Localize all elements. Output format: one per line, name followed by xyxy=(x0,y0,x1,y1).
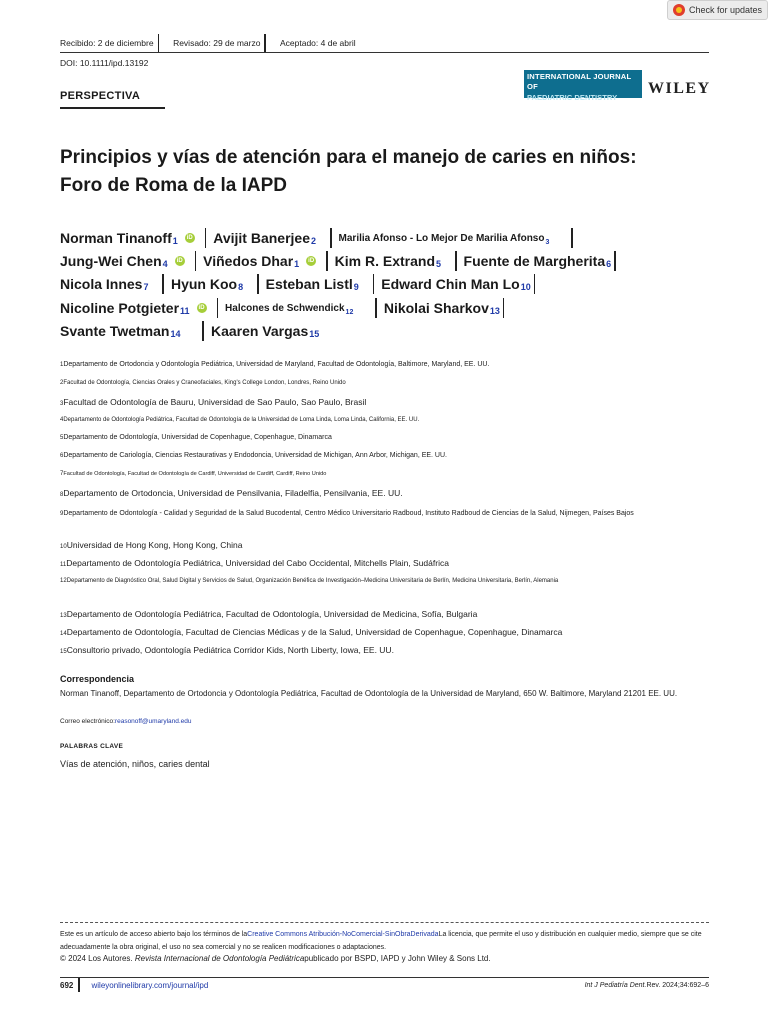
affiliation-text: Departamento de Odontología - Calidad y Seguridad de la Salud Bucodental, Centro Médico Universitario Radboud, Instituto Radboud de Ciencias de la Salud, Nijmegen, Países Bajos xyxy=(63,510,634,517)
affiliation-ref[interactable]: 11 xyxy=(180,306,190,316)
divider xyxy=(217,298,219,318)
affiliation-number: 7 xyxy=(60,471,64,477)
copyright-pre: © 2024 Los Autores. xyxy=(60,954,133,963)
affiliation-number: 2 xyxy=(60,380,64,386)
author-row xyxy=(60,273,542,295)
section-label: PERSPECTIVA xyxy=(60,90,141,102)
divider xyxy=(455,251,457,271)
affiliation-text: Consultorio privado, Odontología Pediátrica Corridor Kids, North Liberty, Iowa, EE. UU. xyxy=(66,645,394,655)
affiliation-number: 12 xyxy=(60,578,67,584)
revised-date: Revisado: 29 de marzo xyxy=(173,38,261,48)
affiliation xyxy=(60,540,710,550)
author-name[interactable]: Viñedos Dhar xyxy=(203,253,294,269)
author-name[interactable]: Svante Twetman xyxy=(60,323,170,339)
affiliation-number: 15 xyxy=(60,649,67,655)
affiliation-text: Departamento de Odontología Pediátrica, Facultad de Odontología, Universidad de Medicina, Sofía, Bulgaria xyxy=(66,609,478,619)
affiliation-text: Facultad de Odontología, Facultad de Odontología de Cardiff, Universidad de Cardiff, Cardiff, Reino Unido xyxy=(63,471,327,477)
divider xyxy=(162,274,164,294)
orcid-icon[interactable]: iD xyxy=(186,235,193,241)
author-name[interactable]: Kaaren Vargas xyxy=(210,323,309,339)
divider xyxy=(158,34,160,52)
affiliation xyxy=(60,488,710,498)
affiliation-text: Departamento de Diagnóstico Oral, Salud Digital y Servicios de Salud, Organización Benéfica de Investigación–Medicina Universitaria de Berlín, Medicina Universitaria, Berlín, Alemania xyxy=(66,578,559,584)
orcid-icon[interactable]: iD xyxy=(176,258,183,264)
author-name[interactable]: Esteban Listl xyxy=(265,276,353,292)
affiliation-number: 10 xyxy=(60,544,67,550)
author-name[interactable]: Nicoline Potgieter xyxy=(60,300,180,316)
email-line xyxy=(60,718,192,725)
check-for-updates-button[interactable] xyxy=(667,0,768,20)
affiliation-number: 5 xyxy=(60,435,64,441)
divider xyxy=(78,978,80,992)
author-name[interactable]: Marilia Afonso - Lo Mejor De Marilia Afonso xyxy=(338,232,545,244)
affiliation-text: Facultad de Odontología de Bauru, Universidad de Sao Paulo, Sao Paulo, Brasil xyxy=(63,397,367,407)
license-divider xyxy=(60,922,709,923)
correspondence-text: Norman Tinanoff, Departamento de Ortodoncia y Odontología Pediátrica, Facultad de Odontología de la Universidad de Maryland, 650 W. Baltimore, Maryland 21201 EE. UU. xyxy=(60,689,678,698)
affiliation-ref[interactable]: 9 xyxy=(353,282,359,292)
article-title: Principios y vías de atención para el manejo de caries en niños: Foro de Roma de la IAPD xyxy=(60,147,637,196)
affiliation xyxy=(60,507,710,521)
orcid-icon[interactable]: iD xyxy=(308,258,315,264)
license-pre: Este es un artículo de acceso abierto bajo los términos de la xyxy=(60,931,248,938)
affiliation-ref[interactable]: 7 xyxy=(143,282,149,292)
section-underline xyxy=(60,107,165,109)
journal-url[interactable]: wileyonlinelibrary.com/journal/ipd xyxy=(91,980,209,990)
header-rule xyxy=(60,52,709,53)
author-name[interactable]: Halcones de Schwendick xyxy=(225,302,345,314)
affiliation-ref[interactable]: 6 xyxy=(606,259,612,269)
keywords-text: Vías de atención, niños, caries dental xyxy=(60,759,210,769)
affiliation xyxy=(60,397,710,407)
affiliation-number: 3 xyxy=(60,401,64,407)
affiliation-text: Departamento de Odontología, Facultad de Ciencias Médicas y de la Salud, Universidad de Copenhague, Copenhague, Dinamarca xyxy=(66,627,563,637)
divider xyxy=(375,298,377,318)
affiliation-ref[interactable]: 2 xyxy=(311,236,317,246)
affiliation xyxy=(60,452,710,459)
divider xyxy=(264,34,266,52)
author-name[interactable]: Jung-Wei Chen xyxy=(60,253,162,269)
affiliation xyxy=(60,417,710,423)
affiliation-ref[interactable]: 3 xyxy=(545,239,550,246)
citation xyxy=(585,982,709,989)
keywords-heading: PALABRAS CLAVE xyxy=(60,743,124,750)
affiliation-text: Departamento de Cariología, Ciencias Restaurativas y Endodoncia, Universidad de Michigan, Ann Arbor, Michigan, EE. UU. xyxy=(63,452,447,459)
article-dates xyxy=(60,34,356,52)
crossmark-icon xyxy=(673,4,685,16)
license-post: La licencia, que permite el uso y distribución en cualquier medio, siempre que se cite adecuadamente la obra original, el uso no sea comercial y no se realicen modificaciones o adaptaciones. xyxy=(60,931,702,951)
affiliation-ref[interactable]: 13 xyxy=(489,306,500,316)
author-row xyxy=(60,297,511,319)
divider xyxy=(534,274,536,294)
affiliation-ref[interactable]: 4 xyxy=(162,259,168,269)
affiliation-number: 13 xyxy=(60,613,67,619)
citation-volume: Rev. 2024;34:692–6 xyxy=(646,981,709,989)
page-footer xyxy=(60,978,709,992)
divider xyxy=(326,251,328,271)
affiliation-ref[interactable]: 15 xyxy=(309,329,320,339)
affiliation-number: 8 xyxy=(60,492,64,498)
affiliation-text: Departamento de Ortodoncia y Odontología Pediátrica, Universidad de Maryland, Facultad de Odontología, Baltimore, Maryland, EE. UU. xyxy=(63,361,490,368)
affiliation-ref[interactable]: 10 xyxy=(520,282,531,292)
email-label: Correo electrónico: xyxy=(60,718,115,725)
divider xyxy=(373,274,375,294)
copyright-post: publicado por BSPD, IAPD y John Wiley & Sons Ltd. xyxy=(304,954,491,963)
author-name[interactable]: Fuente de Margherita xyxy=(463,253,606,269)
affiliation-ref[interactable]: 12 xyxy=(345,309,354,316)
author-name[interactable]: Hyun Koo xyxy=(170,276,238,292)
affiliation xyxy=(60,361,710,368)
affiliation-number: 14 xyxy=(60,631,67,637)
doi[interactable]: DOI: 10.1111/ipd.13192 xyxy=(60,58,149,68)
affiliation-text: Departamento de Ortodoncia, Universidad de Pensilvania, Filadelfia, Pensilvania, EE. UU. xyxy=(63,488,403,498)
divider xyxy=(614,251,616,271)
correspondence-heading: Correspondencia xyxy=(60,674,135,684)
journal-logo xyxy=(524,70,642,102)
affiliation-text: Departamento de Odontología, Universidad de Copenhague, Copenhague, Dinamarca xyxy=(63,434,332,441)
accepted-date: Aceptado: 4 de abril xyxy=(279,38,356,48)
affiliation-ref[interactable]: 5 xyxy=(436,259,442,269)
affiliation xyxy=(60,578,710,584)
publisher-logo: WILEY xyxy=(648,80,711,97)
affiliation xyxy=(60,558,710,568)
orcid-icon[interactable]: iD xyxy=(198,305,205,311)
check-for-updates-label: Check for updates xyxy=(689,5,763,15)
divider xyxy=(257,274,259,294)
affiliation-text: Departamento de Odontología Pediátrica, Universidad del Cabo Occidental, Mitchells Plain, Sudáfrica xyxy=(66,558,449,568)
journal-logo-line1: INTERNATIONAL JOURNAL OF xyxy=(527,72,632,91)
affiliation xyxy=(60,380,710,386)
divider xyxy=(330,228,332,248)
author-name[interactable]: Avijit Banerjee xyxy=(213,230,311,246)
journal-abbreviation: Int J Pediatría Dent. xyxy=(584,981,647,989)
author-row xyxy=(60,250,623,272)
affiliation-ref[interactable]: 1 xyxy=(172,236,178,246)
license-link[interactable]: Creative Commons Atribución-NoComercial-SinObraDerivada xyxy=(247,931,439,938)
received-date: Recibido: 2 de diciembre xyxy=(60,38,154,48)
divider xyxy=(571,228,573,248)
author-row xyxy=(60,227,580,249)
author-name[interactable]: Kim R. Extrand xyxy=(334,253,436,269)
affiliation-ref[interactable]: 1 xyxy=(294,259,300,269)
affiliation-ref[interactable]: 8 xyxy=(238,282,244,292)
affiliation xyxy=(60,471,710,477)
license-text xyxy=(60,928,709,954)
affiliation xyxy=(60,609,710,619)
divider xyxy=(202,321,204,341)
copyright xyxy=(60,954,491,963)
email-link[interactable]: reasonoff@umaryland.edu xyxy=(114,718,192,725)
divider xyxy=(503,298,505,318)
page-number: 692 xyxy=(60,980,74,990)
affiliation-ref[interactable]: 14 xyxy=(170,329,181,339)
affiliation-number: 1 xyxy=(60,362,64,368)
affiliation-number: 9 xyxy=(60,511,64,517)
author-row xyxy=(60,320,319,342)
divider xyxy=(195,251,197,271)
journal-logo-line2: PAEDIATRIC DENTISTRY xyxy=(527,93,618,102)
affiliation xyxy=(60,434,710,441)
author-name[interactable]: Edward Chin Man Lo xyxy=(381,276,520,292)
affiliation-text: Facultad de Odontología, Ciencias Orales y Craneofaciales, King's College London, Londres, Reino Unido xyxy=(63,380,346,386)
affiliation xyxy=(60,645,710,655)
author-name[interactable]: Nicola Innes xyxy=(60,276,143,292)
affiliation xyxy=(60,627,710,637)
copyright-journal: Revista Internacional de Odontología Pediátrica xyxy=(134,954,305,963)
affiliation-number: 11 xyxy=(60,562,67,568)
affiliation-text: Universidad de Hong Kong, Hong Kong, China xyxy=(66,540,243,550)
affiliation-number: 4 xyxy=(60,417,64,423)
affiliation-number: 6 xyxy=(60,453,64,459)
affiliation-text: Departamento de Odontología Pediátrica, Facultad de Odontología de la Universidad de Loma Linda, Loma Linda, California, EE. UU. xyxy=(63,417,420,423)
author-name[interactable]: Norman Tinanoff xyxy=(60,230,172,246)
divider xyxy=(205,228,207,248)
author-name[interactable]: Nikolai Sharkov xyxy=(383,300,489,316)
